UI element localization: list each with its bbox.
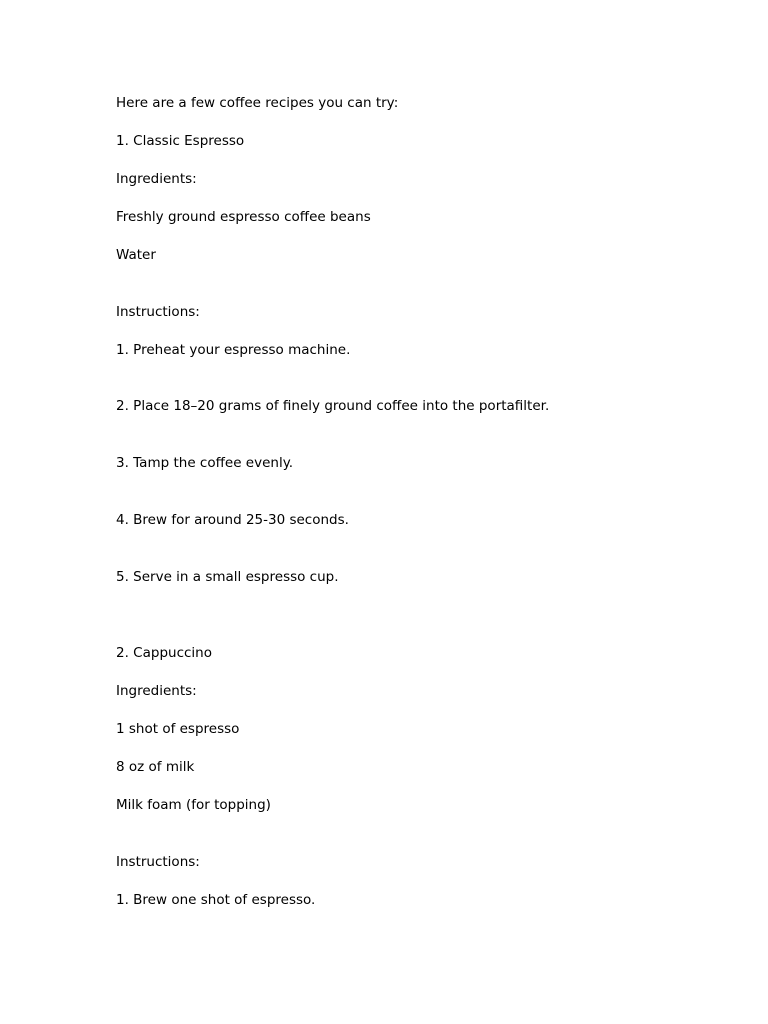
- instructions-heading: Instructions:: [116, 854, 200, 870]
- ingredient-item: 1 shot of espresso: [116, 721, 240, 737]
- ingredients-heading: Ingredients:: [116, 171, 197, 187]
- instruction-step: 5. Serve in a small espresso cup.: [116, 569, 339, 585]
- intro-text: Here are a few coffee recipes you can try:: [116, 95, 399, 111]
- ingredient-item: 8 oz of milk: [116, 759, 195, 775]
- instruction-step: 4. Brew for around 25-30 seconds.: [116, 512, 349, 528]
- ingredients-heading: Ingredients:: [116, 683, 197, 699]
- ingredient-item: Milk foam (for topping): [116, 797, 271, 813]
- ingredient-item: Freshly ground espresso coffee beans: [116, 209, 371, 225]
- instruction-step: 2. Place 18–20 grams of finely ground coffee into the portafilter.: [116, 398, 550, 414]
- instruction-step: 1. Preheat your espresso machine.: [116, 342, 351, 358]
- recipe-title: 1. Classic Espresso: [116, 133, 245, 149]
- instruction-step: 3. Tamp the coffee evenly.: [116, 455, 294, 471]
- recipe-title: 2. Cappuccino: [116, 645, 212, 661]
- instruction-step: 1. Brew one shot of espresso.: [116, 892, 316, 908]
- instructions-heading: Instructions:: [116, 304, 200, 320]
- ingredient-item: Water: [116, 247, 156, 263]
